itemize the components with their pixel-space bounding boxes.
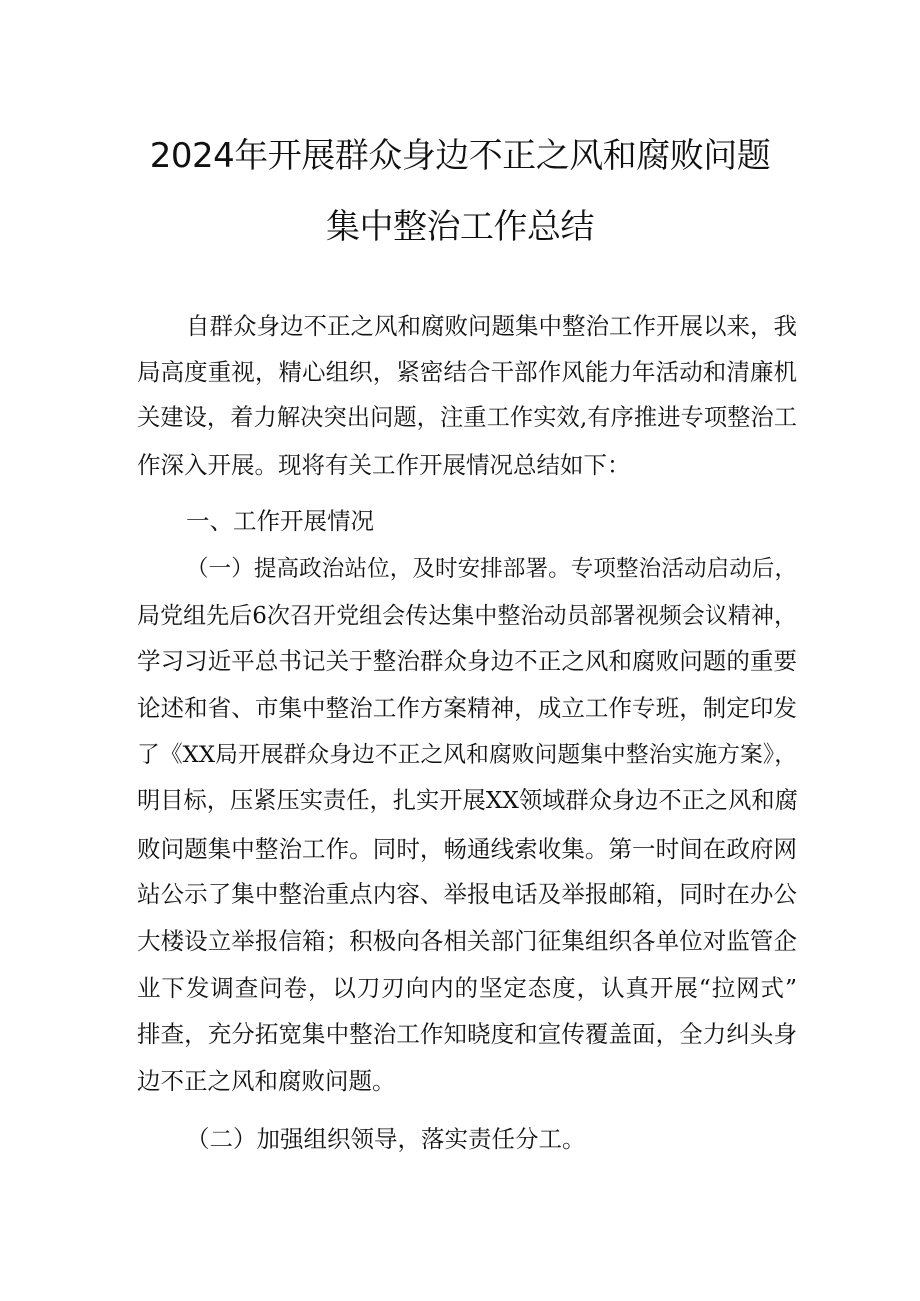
- paragraph-2-line: 了《XX局开展群众身边不正之风和腐败问题集中整治实施方案》，: [137, 742, 797, 768]
- paragraph-2-line: 业下发调查问卷，以刀刃向内的坚定态度，认真开展“拉网式”: [137, 974, 797, 1002]
- document-title-line-2: 集中整治工作总结: [326, 207, 594, 247]
- paragraph-2-line: 大楼设立举报信箱；积极向各相关部门征集组织各单位对监管企: [137, 927, 797, 955]
- paragraph-2-line: 站公示了集中整治重点内容、举报电话及举报邮箱，同时在办公: [137, 880, 797, 908]
- paragraph-1-line: 关建设，着力解决突出问题，注重工作实效,有序推进专项整治工: [137, 404, 797, 431]
- paragraph-1-line: 作深入开展。现将有关工作开展情况总结如下：: [137, 451, 631, 479]
- section-heading-2: （二）加强组织领导，落实责任分工。: [186, 1125, 586, 1153]
- paragraph-2-line: 论述和省、市集中整治工作方案精神，成立工作专班，制定印发: [137, 694, 797, 722]
- paragraph-2-line: 学习习近平总书记关于整治群众身边不正之风和腐败问题的重要: [137, 647, 797, 675]
- paragraph-1-line: 局高度重视，精心组织，紧密结合干部作风能力年活动和清廉机: [137, 358, 797, 386]
- paragraph-1-line: 自群众身边不正之风和腐败问题集中整治工作开展以来，我: [186, 312, 797, 340]
- paragraph-2-line: （一）提高政治站位，及时安排部署。专项整治活动启动后，: [186, 556, 797, 582]
- document-title-line-1: 2024年开展群众身边不正之风和腐败问题: [149, 136, 771, 176]
- paragraph-2-line: 明目标，压紧压实责任，扎实开展XX领域群众身边不正之风和腐: [137, 787, 798, 814]
- paragraph-2-line: 边不正之风和腐败问题。: [137, 1067, 396, 1095]
- paragraph-2-line: 局党组先后6次召开党组会传达集中整治动员部署视频会议精神，: [137, 603, 797, 629]
- paragraph-2-line: 败问题集中整治工作。同时，畅通线索收集。第一时间在政府网: [137, 835, 797, 863]
- paragraph-2-line: 排查，充分拓宽集中整治工作知晓度和宣传覆盖面，全力纠头身: [137, 1020, 797, 1048]
- section-heading-1: 一、工作开展情况: [186, 507, 374, 535]
